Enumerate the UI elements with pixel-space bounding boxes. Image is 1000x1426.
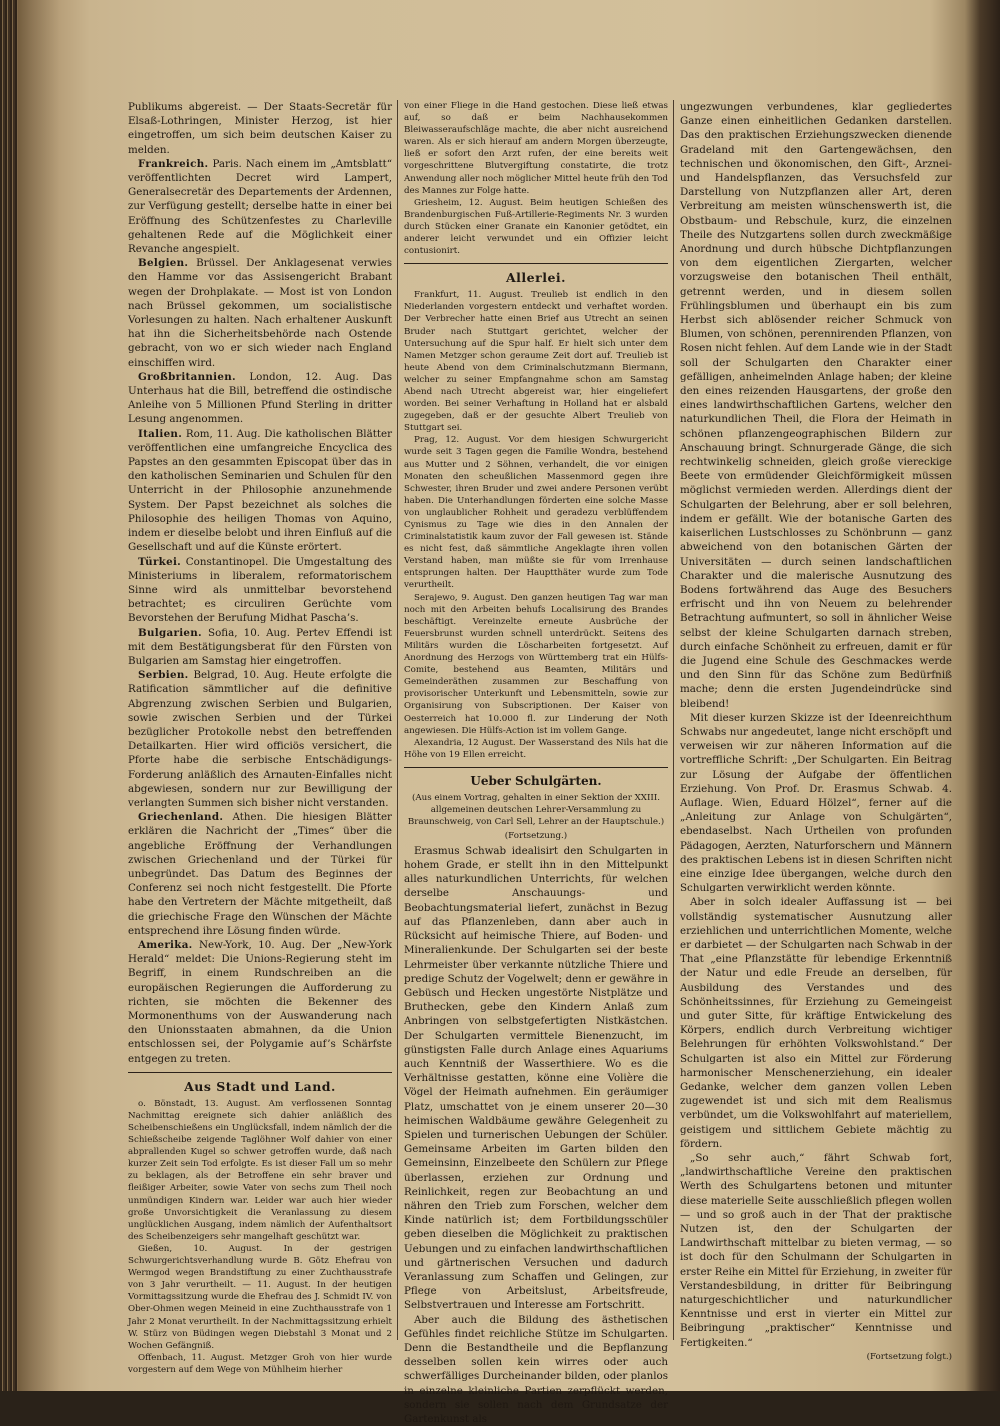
section-head-bulgaria: Bulgarien.: [138, 626, 202, 639]
column-2: [404, 100, 669, 1425]
misc-news-item: Frankfurt, 11. August. Treulieb ist endlich in den Niederlanden vorgestern entdeckt und verhaftet worden. Der Verbrecher hatte einen Brief aus Utrecht an seinen Bruder nach Stuttgart gerichtet, welcher der Untersuchung auf die Spur half. Er hielt sich unter dem Namen Metzger schon geraume Zeit dort auf. Treulieb ist heute Abend von dem Criminalschutzmann Biermann, welcher zu seiner Empfangnahme schon am Samstag Abend nach Utrecht abgereist war, hier eingeliefert worden. Bei seiner Verhaftung in Holland hat er alsbald zugegeben, daß er der gesuchte Albert Treulieb von Stuttgart sei.: [404, 290, 668, 434]
news-text: Belgrad, 10. Aug. Heute erfolgte die Ratification sämmtlicher auf die definitive Abgrenzung zwischen Serbien und Bulgarien, sowie zwischen Serbien und der Türkei bezüglicher Protokolle nebst den betreffenden Detailkarten. Hier wird officiös versichert, die Pforte habe die serbische Entschädigungs-Forderung anläßlich des Arnauten-Einfalles nicht abgewiesen, sondern nur zur Bewilligung der verlangten Summen sich bisher nicht verstanden.: [128, 669, 392, 809]
news-text: London, 12. Aug. Das Unterhaus hat die Bill, betreffend die ostindische Anleihe von 5 Millionen Pfund Sterling in dritter Lesung angenommen.: [128, 370, 392, 426]
news-text: New-York, 10. Aug. Der „New-York Herald“ meldet: Die Unions-Regierung steht im Begriff, in einem Rundschreiben an die europäischen Regierungen die Aufforderung zu richten, sie möchten die Bekenner des Mormonenthums von der Auswanderung nach den Unionsstaaten abmahnen, da die Union entschlossen sei, der Polygamie auf’s Schärfste entgegen zu treten.: [128, 938, 392, 1065]
column-3: [680, 100, 952, 1362]
local-news-item: Offenbach, 11. August. Metzger Groh von hier wurde vorgestern auf dem Wege von Mühlheim hierher: [128, 1352, 392, 1375]
news-text: Paris. Nach einem im „Amtsblatt“ veröffentlichten Decret wird Lampert, Generalsecretär des Departements der Ardennen, zur Verfügung gestellt; derselbe hatte in einer bei Eröffnung des Schützenfestes zu Charleville gehaltenen Rede auf die Möglichkeit einer Revanche angespielt.: [128, 157, 392, 256]
divider: [404, 767, 668, 768]
section-head-turkey: Türkei.: [138, 555, 182, 568]
news-turkey: [128, 555, 392, 626]
news-text: Constantinopel. Die Umgestaltung des Ministeriums in liberalem, reformatorischem Sinne wird als unmittelbar bevorstehend betrachtet; es circuliren Gerüchte vom Bevorstehen der Berufung Midhat Pascha’s.: [128, 555, 392, 625]
news-text: Rom, 11. Aug. Die katholischen Blätter veröffentlichen eine umfangreiche Encyclica des Papstes an den gesammten Episcopat über das in den katholischen Seminarien und Schulen für den Unterricht in der Philosophie anzunehmende System. Der Papst bezeichnet als solches die Philosophie des heiligen Thomas von Aquino, indem er dieselbe belobt und ihren Einfluß auf die Gesellschaft und auf die Künste erörtert.: [128, 427, 393, 554]
local-news-item: Griesheim, 12. August. Beim heutigen Schießen des Brandenburgischen Fuß-Artillerie-Regiments Nr. 3 wurden durch Stücken einer Granate ein Kanonier getödtet, ein anderer leicht verwundet und ein Offizier leicht contusionirt.: [404, 197, 668, 257]
misc-news-item: Serajewo, 9. August. Den ganzen heutigen Tag war man noch mit den Arbeiten behufs Localisirung des Brandes beschäftigt. Vereinzelte erneute Ausbrüche der Feuersbrunst wurden schnell unterdrückt. Seitens des Militärs wurden die Löscharbeiten fortgesetzt. Auf Anordnung des Herzogs von Württemberg trat ein Hülfs-Comite, bestehend aus Beamten, Militärs und Gemeinderäthen zusammen zur Beschaffung von provisorischer Unterkunft und Lebensmitteln, sowie zur Organisirung von Subscriptionen. Der Kaiser von Oesterreich hat 10.000 fl. zur Linderung der Noth angewiesen. Die Hülfs-Action ist im vollem Gange.: [404, 592, 668, 736]
news-text: Athen. Die hiesigen Blätter erklären die Nachricht der „Times“ über die angebliche Eröffnung der Verhandlungen zwischen Griechenland und der Türkei für unbegründet. Das Datum des Beginnes der Conferenz sei noch nicht festgestellt. Die Pforte habe den Vertretern der Mächte mitgetheilt, daß die griechische Frage den Wünschen der Mächte entsprechend ihre Lösung finden würde.: [128, 811, 392, 937]
article-subtitle: (Aus einem Vortrag, gehalten in einer Sektion der XXIII. allgemeinen deutschen Lehrer-Versammlung zu Braunschweig, von Carl Sell, Lehrer an der Hauptschule.): [407, 792, 665, 827]
local-news-item: Gießen, 10. August. In der gestrigen Schwurgerichtsverhandlung wurde B. Götz Ehefrau von Wermgod wegen Brandstiftung zu einer Zuchthausstrafe von 3 Jahr verurtheilt. — 11. August. In der heutigen Vormittagssitzung wurde die Ehefrau des J. Schmidt IV. von Ober-Ohmen wegen Meineid in eine Zuchthausstrafe von 1 Jahr 2 Monat verurtheilt. In der Nachmittagssitzung erhielt W. Stürz von Büdingen wegen Diebstahl 3 Monat und 2 Wochen Gefängniß.: [128, 1243, 392, 1351]
article-paragraph: Aber auch die Bildung des ästhetischen Gefühles findet reichliche Stütze im Schulgarten. Denn die Bestandtheile und die Bepflanzung desselben sollen kein wirres oder auch schwerfälliges Durcheinander bilden, oder planlos in einzelne kleinliche Partien zerpflückt werden, sondern sie sollen nach dem Grundsatze der Gartenkunst als: [404, 1313, 669, 1425]
paragraph: Publikums abgereist. — Der Staats-Secretär für Elsaß-Lothringen, Minister Herzog, ist hier eingetroffen, um sich beim deutschen Kaiser zu melden.: [128, 101, 392, 156]
column-rule-2: [673, 100, 674, 1340]
news-belgium: [128, 256, 392, 370]
news-text: Brüssel. Der Anklagesenat verwies den Hamme vor das Assisengericht Brabant wegen der Drohplakate. — Most ist von London nach Brüssel gekommen, um socialistische Vorlesungen zu halten. Nach erhaltener Auskunft hat ihn die Sicherheitsbehörde nach Ostende gebracht, von wo er sich wieder nach England einschiffen wird.: [128, 257, 392, 369]
section-title-local: Aus Stadt und Land.: [184, 1078, 336, 1094]
section-head-serbia: Serbien.: [138, 669, 189, 682]
article-paragraph: ungezwungen verbundenes, klar gegliedertes Ganze einen einheitlichen Gedanken darstellen. Das den praktischen Erziehungszwecken dienende Gradeland mit den Gartengewächsen, den technischen und ökonomischen, den Gift-, Arznei- und Handelspflanzen, das Versuchsfeld zur Darstellung von Nutzpflanzen aller Art, deren Verbreitung am meisten wünschenswerth ist, die Obstbaum- und Rebschule, kurz, die einzelnen Theile des Nutzgartens sollen durch zweckmäßige Anordnung und durch hübsche Dichtpflanzungen von dem eigentlichen Ziergarten, welcher vorzugsweise den botanischen Theil enthält, getrennt werden, und in diesem sollen Frühlingsblumen und überhaupt ein bis zum Herbst sich ablösender reicher Schmuck von Blumen, von schönen, perennirenden Pflanzen, von Rosen nicht fehlen. Auf dem Lande wie in der Stadt soll der Schulgarten den Charakter einer gefälligen, anheimelnden Anlage haben; der kleine den eines reizenden Hausgartens, der große den eines landwirthschaftlichen Gartens, welcher den naturkundlichen Theil, die Flora der Heimath in schönen pflanzengeographischen Bildern zur Anschauung bringt. Schnurgerade Gänge, die sich rechtwinkelig schneiden, gleich große viereckige Beete von ermüdender Gleichförmigkeit müssen möglichst vermieden werden. Allerdings dient der Schulgarten der Belehrung, aber er soll belehren, indem er gefällt. Wie der botanische Garten des kaiserlichen Lustschlosses zu Schönbrunn — ganz abweichend von den botanischen Gärten der Universitäten — durch seinen landschaftlichen Charakter und die malerische Ausnutzung des Bodens fortwährend das Auge des Besuchers erfrischt und ihn von Neuem zu belehrender Betrachtung aufmuntert, so soll in ähnlicher Weise selbst der kleine Schulgarten darnach streben, durch einfache Schönheit zu erfreuen, damit er für die Jugend eine Schule des Geschmackes werde und den Sinn für das Schöne zum Bedürfniß mache; denn die ersten Jugendeindrücke sind bleibend!: [680, 101, 952, 710]
news-text: Sofia, 10. Aug. Pertev Effendi ist mit dem Bestätigungsberat für den Fürsten von Bulgarien am Samstag hier eingetroffen.: [128, 626, 392, 667]
news-italy: [128, 427, 392, 555]
news-serbia: [128, 668, 392, 810]
divider: [404, 263, 668, 264]
article-paragraph: „So sehr auch,“ fährt Schwab fort, „landwirthschaftliche Vereine den praktischen Werth des Schulgartens betonen und mitunter diese materielle Seite ausschließlich pflegen wollen — und so groß auch in der That der praktische Nutzen ist, den der Schulgarten der Landwirthschaft mittelbar zu bieten vermag, — so ist doch für den Schulmann der Schulgarten in erster Reihe ein Mittel für Erziehung, in zweiter für Verstandesbildung, in dritter für Beibringung naturgeschichtlicher und naturkundlicher Kenntnisse und erst in vierter ein Mittel zur Beibringung „praktischer“ Kenntnisse und Fertigkeiten.“: [680, 1152, 952, 1349]
section-title-misc: Allerlei.: [505, 270, 567, 286]
section-head-america: Amerika.: [138, 938, 193, 951]
article-paragraph: Mit dieser kurzen Skizze ist der Ideenreichthum Schwabs nur angedeutet, lange nicht erschöpft und verweisen wir zur näheren Information auf die vortreffliche Schrift: „Der Schulgarten. Ein Beitrag zur Lösung der Aufgabe der öffentlichen Erziehung. Von Prof. Dr. Erasmus Schwab. 4. Auflage. Wien, Eduard Hölzel“, ferner auf die „Anleitung zur Anlage von Schulgärten“, ebendaselbst. Nach Urtheilen von profunden Pädagogen, Aerzten, Naturforschern und Männern des praktischen Lebens ist in diesen Schriften nicht eine einzige Idee übergangen, welche durch den Schulgarten verwirklicht werden könnte.: [680, 711, 952, 895]
article-title: Ueber Schulgärten.: [470, 773, 602, 788]
news-gb: [128, 370, 392, 427]
misc-news-item: Prag, 12. August. Vor dem hiesigen Schwurgericht wurde seit 3 Tagen gegen die Familie Wondra, bestehend aus Mutter und 2 Söhnen, verhandelt, die vor einigen Monaten den scheußlichen Massenmord gegen ihre Schwester, ihren Bruder und zwei andere Personen verübt haben. Die Unterhandlungen förderten eine solche Masse von unglaublicher Rohheit und geradezu verblüffendem Cynismus zu Tage wie dies in den Annalen der Criminalstatistik kaum zuvor der Fall gewesen ist. Stände es nicht fest, daß sämmtliche Angeklagte ihren vollen Verstand haben, man müßte sie für vom Irrenhause entsprungen halten. Der Hauptthäter wurde zum Tode verurtheilt.: [404, 435, 668, 591]
section-head-belgium: Belgien.: [138, 257, 189, 270]
news-greece: [128, 810, 392, 938]
section-head-italy: Italien.: [138, 427, 183, 440]
continuation-note: (Fortsetzung folgt.): [866, 1351, 952, 1362]
article-paragraph: Aber in solch idealer Auffassung ist — bei vollständig systematischer Ausnutzung aller erziehlichen und unterrichtlichen Momente, welche er darbietet — der Schulgarten nach Schwab in der That „eine Pflanzstätte für lebendige Erkenntniß der Natur und edle Freude an derselben, für Ausbildung des Verstandes und des Schönheitssinnes, für Erziehung zu Gemeingeist und guter Sitte, für kräftige Entwickelung des Körpers, endlich durch Verbreitung wichtiger Belehrungen für erhöhten Volkswohlstand.“ Der Schulgarten ist also ein Mittel zur Förderung harmonischer Menschenerziehung, ein idealer Gedanke, welcher dem ganzen vollen Leben zugewendet ist und sich mit dem Realismus verbündet, um die Volkswohlfahrt auf materiellem, geistigem und sittlichem Gebiete mächtig zu fördern.: [680, 896, 952, 1150]
divider: [128, 1072, 392, 1073]
news-france: [128, 157, 392, 256]
article-paragraph: Erasmus Schwab idealisirt den Schulgarten in hohem Grade, er stellt ihn in den Mittelpunkt alles naturkundlichen Unterrichts, für welchen derselbe Anschauungs- und Beobachtungsmaterial liefert, zunächst in Bezug auf das Pflanzenleben, dann aber auch in Rücksicht auf heimische Thiere, auf Boden- und Mineralienkunde. Der Schulgarten sei der beste Lehrmeister über verkannte nützliche Thiere und predige Schutz der Vogelwelt; denn er gewähre in Gebüsch und Hecken ungestörte Nistplätze und Bruthecken, gebe den Kindern Anlaß zum Anbringen von selbstgefertigten Nistkästchen. Der Schulgarten vermittele Bienenzucht, im günstigsten Falle durch Anlage eines Aquariums auch Kenntniß der Wasserthiere. Wo es die Verhältnisse gestatten, könne eine Volière die Vögel der Heimath aufnehmen. Ein geräumiger Platz, umschattet von je einem unserer 20—30 heimischen Waldbäume gewähre Gelegenheit zu Spielen und turnerischen Uebungen der Schüler. Gemeinsame Arbeiten im Garten bilden den Gemeinsinn, Einzelbeete den Schülern zur Pflege überlassen, erziehen zur Ordnung und Reinlichkeit, regen zur Beobachtung an und nähren den Trieb zum Forschen, welcher dem Kinde natürlich ist; dem Fortbildungsschüler geben dieselben die Möglichkeit zu praktischen Uebungen und zu einfachen landwirthschaftlichen und gärtnerischen Versuchen und dadurch Veranlassung zum Schaffen und Gelingen, zur Pflege von Arbeitslust, Arbeitsfreude, Selbstvertrauen und Interesse am Fortschritt.: [404, 844, 668, 1312]
article-continuation-note: (Fortsetzung.): [504, 830, 568, 841]
page-edge-stack: [0, 0, 18, 1391]
misc-news-item: Alexandria, 12 August. Der Wasserstand des Nils hat die Höhe von 19 Ellen erreicht.: [404, 737, 668, 760]
column-1: [128, 100, 393, 1375]
news-america: [128, 938, 392, 1066]
section-head-france: Frankreich.: [138, 157, 209, 170]
news-bulgaria: [128, 626, 392, 669]
column-rule-1: [397, 100, 398, 1340]
section-head-gb: Großbritannien.: [138, 370, 236, 383]
section-head-greece: Griechenland.: [138, 811, 224, 824]
adjacent-page-edge: [982, 105, 1000, 805]
local-news-item: o. Bönstadt, 13. August. Am verflossenen Sonntag Nachmittag ereignete sich dahier anläßlich des Scheibenschießens ein Unglücksfall, indem nämlich der die Schießscheibe zeigende Taglöhner Wolf dahier von einer abprallenden Kugel so schwer getroffen wurde, daß nach kurzer Zeit sein Tod erfolgte. Es ist dieser Fall um so mehr zu beklagen, als der Betroffene ein sehr braver und fleißiger Arbeiter, sowie Vater von sechs zum Theil noch unmündigen Kindern war. Leider war auch hier wieder große Unvorsichtigkeit die Veranlassung zu diesem unglücklichen Ausgang, indem nämlich der Aufenthaltsort des Scheibenzeigers sehr mangelhaft geschützt war.: [128, 1098, 392, 1242]
local-news-item: von einer Fliege in die Hand gestochen. Diese ließ etwas auf, so daß er beim Nachhausekommen Bleiwasseraufschläge machte, die aber nicht ausreichend waren. Als er sich hierauf am andern Morgen überzeugte, ließ er sofort den Arzt rufen, der eine bereits weit vorgeschrittene Blutvergiftung constatirte, die trotz Anwendung aller noch möglicher Mittel heute früh den Tod des Mannes zur Folge hatte.: [404, 101, 668, 196]
